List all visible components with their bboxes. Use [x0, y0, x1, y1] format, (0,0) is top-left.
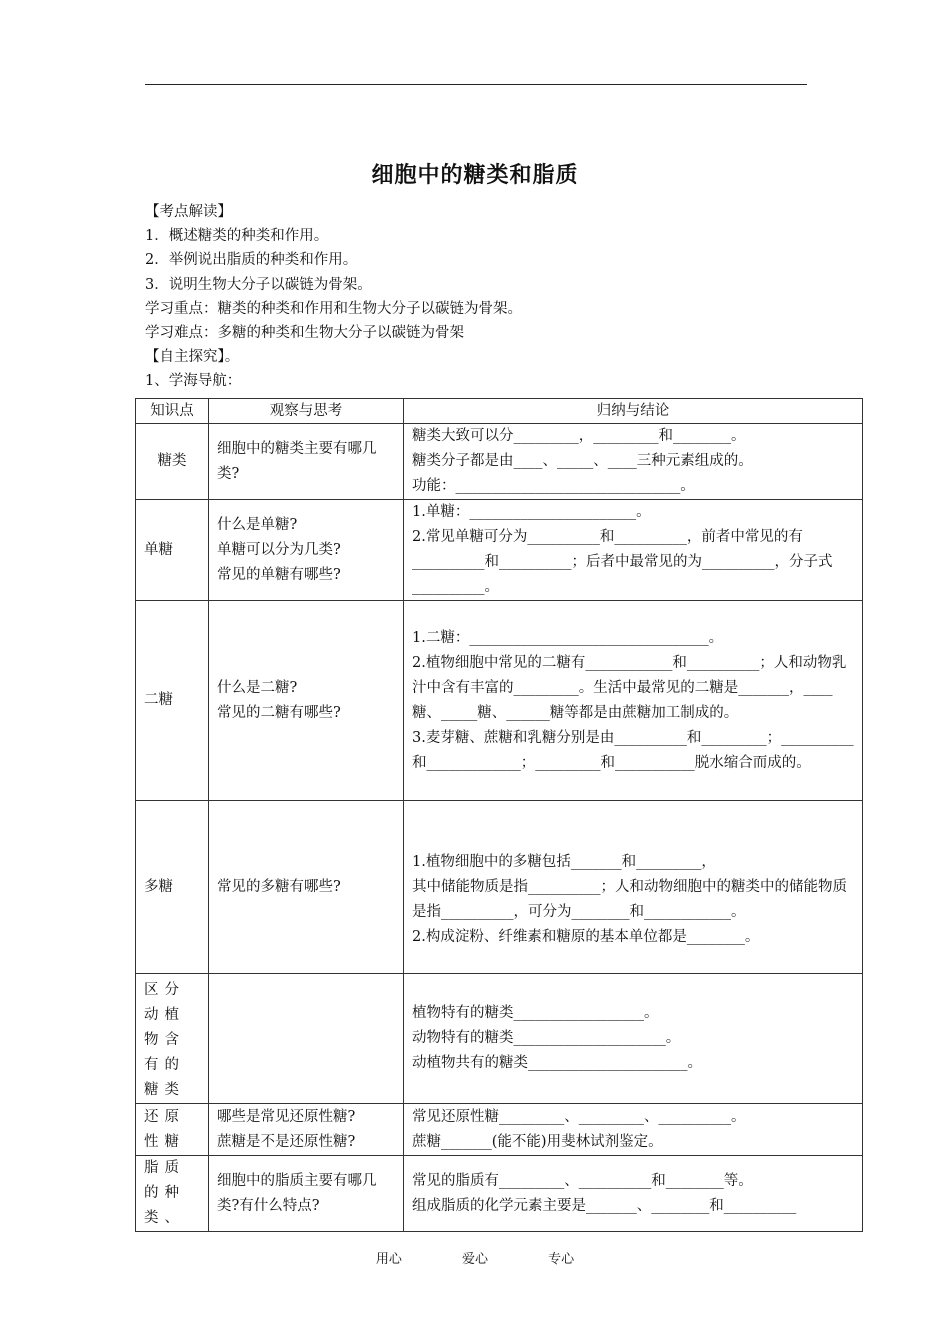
study-guide-table — [135, 398, 863, 1232]
question-line: 什么是二糖? — [217, 679, 298, 696]
intro-point-3: 3．说明生物大分子以碳链为骨架。 — [145, 276, 372, 293]
intro-difficulty: 学习难点：多糖的种类和生物大分子以碳链为骨架 — [145, 324, 464, 341]
footer-word: 爱心 — [461, 1252, 488, 1267]
footer-word: 用心 — [375, 1252, 402, 1267]
conclusion-cell — [404, 601, 863, 801]
conclusion-line: 1.植物细胞中的多糖包括_______和_________， — [412, 854, 716, 870]
conclusion-line: 蔗糖_______(能不能)用斐林试剂鉴定。 — [412, 1133, 663, 1150]
column-header-topic: 知识点 — [136, 399, 209, 424]
intro-point-2: 2．举例说出脂质的种类和作用。 — [145, 252, 358, 269]
table-row — [136, 1156, 863, 1232]
header-rule — [145, 84, 807, 85]
intro-heading-self-study: 【自主探究】。 — [145, 349, 240, 366]
conclusion-line: 1.二糖：_________________________________。 — [412, 629, 724, 646]
table-header-row — [136, 399, 863, 424]
conclusion-line: 动植物共有的糖类______________________。 — [412, 1055, 702, 1071]
table-row — [136, 801, 863, 974]
topic-cell: 还原性糖 — [136, 1104, 209, 1156]
intro-heading-exam-points: 【考点解读】 — [145, 204, 232, 220]
page-title: 细胞中的糖类和脂质 — [371, 163, 579, 188]
conclusion-line: 糖类大致可以分_________，_________和________。 — [412, 428, 746, 444]
conclusion-line: 动物特有的糖类_____________________。 — [412, 1030, 681, 1046]
topic-cell: 糖类 — [136, 424, 209, 500]
table-row — [136, 974, 863, 1104]
question-line: 哪些是常见还原性糖? — [217, 1108, 356, 1125]
conclusion-cell — [404, 500, 863, 601]
table-row — [136, 601, 863, 801]
intro-section — [145, 200, 845, 394]
conclusion-line: 功能：_______________________________。 — [412, 478, 695, 494]
question-cell — [209, 1156, 404, 1232]
question-cell — [209, 1104, 404, 1156]
conclusion-line: 3.麦芽糖、蔗糖和乳糖分别是由__________和_________；__________和_____________；_________和___________脱水缩合而成的。 — [412, 729, 854, 771]
topic-cell: 单糖 — [136, 500, 209, 601]
intro-point-1: 1．概述糖类的种类和作用。 — [145, 228, 329, 245]
question-line: 什么是单糖? — [217, 516, 298, 533]
conclusion-cell — [404, 424, 863, 500]
topic-cell: 多糖 — [136, 801, 209, 974]
conclusion-line: 2.植物细胞中常见的二糖有____________和__________；人和动物乳汁中含有丰富的_________。生活中最常见的二糖是_______，____糖、_____糖、______糖等都是由蔗糖加工制成的。 — [412, 654, 847, 721]
conclusion-line: 常见还原性糖_________、_________、__________。 — [412, 1108, 746, 1125]
question-line: 细胞中的脂质主要有哪几类?有什么特点? — [217, 1172, 377, 1214]
column-header-conclusion: 归纳与结论 — [404, 399, 863, 424]
conclusion-line: 1.单糖：_______________________。 — [412, 504, 651, 520]
question-cell — [209, 974, 404, 1104]
conclusion-line: 其中储能物质是指__________；人和动物细胞中的糖类中的储能物质是指__________，可分为________和____________。 — [412, 879, 847, 920]
question-cell — [209, 424, 404, 500]
question-line: 蔗糖是不是还原性糖? — [217, 1133, 356, 1150]
conclusion-cell — [404, 974, 863, 1104]
conclusion-line: 2.常见单糖可分为__________和__________，前者中常见的有__________和__________；后者中最常见的为__________，分子式__________。 — [412, 529, 833, 595]
table-row — [136, 1104, 863, 1156]
question-line: 常见的单糖有哪些? — [217, 566, 341, 583]
conclusion-line: 组成脂质的化学元素主要是_______、________和__________ — [412, 1197, 797, 1214]
question-line: 常见的二糖有哪些? — [217, 704, 341, 721]
intro-navigation-label: 1、学海导航： — [145, 373, 242, 390]
conclusion-cell — [404, 801, 863, 974]
table-row — [136, 500, 863, 601]
conclusion-line: 常见的脂质有_________、__________和________等。 — [412, 1172, 753, 1189]
column-header-observation: 观察与思考 — [209, 399, 404, 424]
topic-cell: 区分动植物含有的糖类 — [136, 974, 209, 1104]
conclusion-cell — [404, 1156, 863, 1232]
question-line: 单糖可以分为几类? — [217, 541, 341, 558]
conclusion-line: 糖类分子都是由____、_____、____三种元素组成的。 — [412, 453, 753, 469]
topic-cell: 脂质的种类、 — [136, 1156, 209, 1232]
topic-cell: 二糖 — [136, 601, 209, 801]
question-cell — [209, 601, 404, 801]
conclusion-cell — [404, 1104, 863, 1156]
page-footer — [0, 1248, 950, 1267]
question-line: 细胞中的糖类主要有哪几类? — [217, 440, 377, 482]
footer-word: 专心 — [548, 1252, 575, 1267]
question-cell — [209, 500, 404, 601]
question-cell — [209, 801, 404, 974]
conclusion-line: 植物特有的糖类__________________。 — [412, 1005, 659, 1021]
table-row — [136, 424, 863, 500]
question-line: 常见的多糖有哪些? — [217, 878, 341, 895]
conclusion-line: 2.构成淀粉、纤维素和糖原的基本单位都是________。 — [412, 929, 760, 945]
intro-key-point: 学习重点：糖类的种类和作用和生物大分子以碳链为骨架。 — [145, 300, 522, 317]
